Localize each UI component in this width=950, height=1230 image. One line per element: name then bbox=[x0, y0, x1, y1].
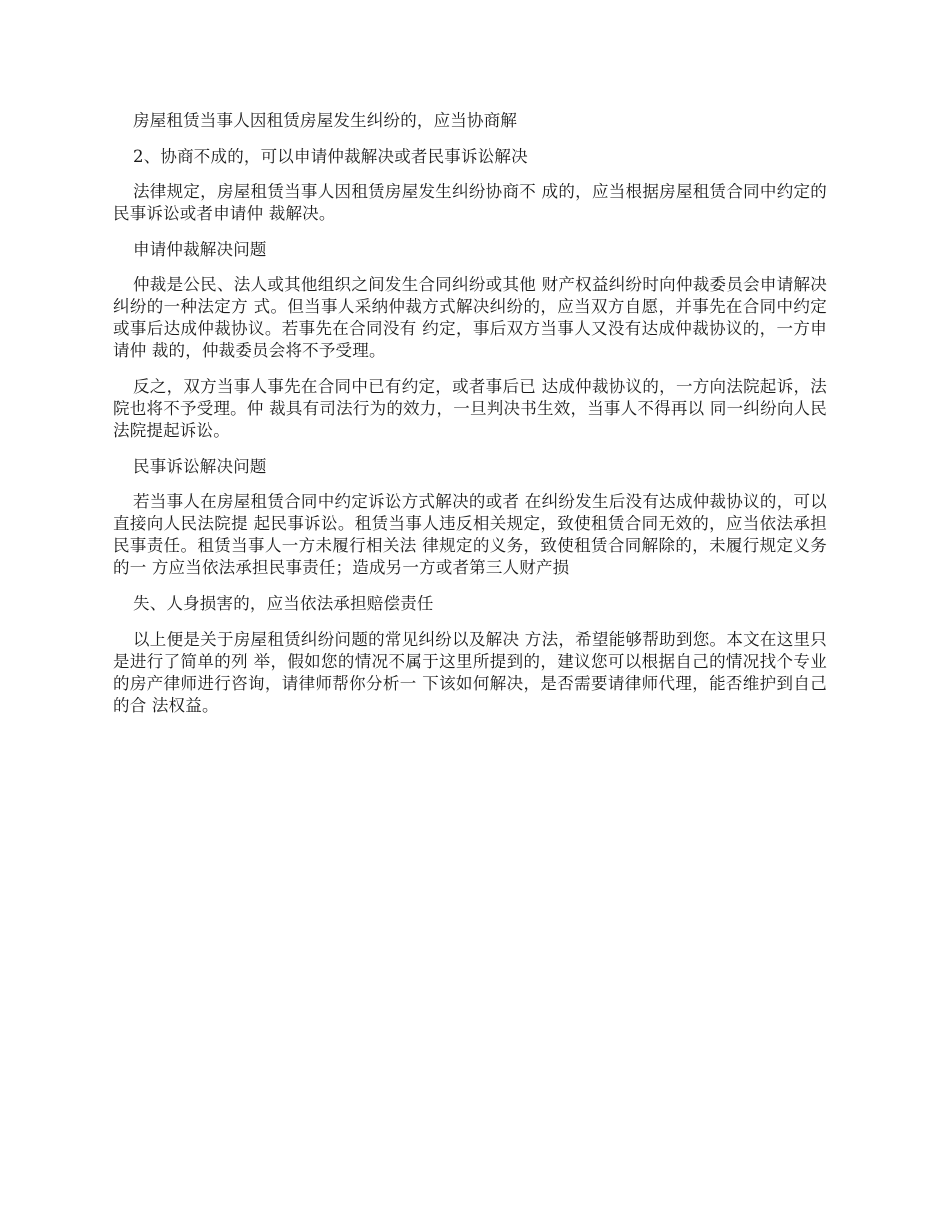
document-page bbox=[113, 110, 827, 731]
section-heading-arbitration: 申请仲裁解决问题 bbox=[133, 240, 267, 259]
paragraph-civil-litigation: 若当事人在房屋租赁合同中约定诉讼方式解决的或者 在纠纷发生后没有达成仲裁协议的，可以直接向人民法院提 起民事诉讼。租赁当事人违反相关规定，致使租赁合同无效的，应当依法承担民事责任。租赁当事人一方未履行相关法 律规定的义务，致使租赁合同解除的，未履行规定义务的一 方应当依法承担民事责任；造成另一方或者第三人财产损 bbox=[113, 492, 827, 577]
paragraph-intro: 房屋租赁当事人因租赁房屋发生纠纷的，应当协商解 bbox=[133, 111, 518, 130]
section-heading-negotiation-failed: 2、协商不成的，可以申请仲裁解决或者民事诉讼解决 bbox=[133, 147, 528, 166]
paragraph-conclusion: 以上便是关于房屋租赁纠纷问题的常见纠纷以及解决 方法，希望能够帮助到您。本文在这里只是进行了简单的列 举，假如您的情况不属于这里所提到的，建议您可以根据自己的情况找个专业的房产律师进行咨询，请律师帮你分析一 下该如何解决，是否需要请律师代理，能否维护到自己的合 法权益。 bbox=[113, 630, 827, 715]
paragraph-arbitration-definition: 仲裁是公民、法人或其他组织之间发生合同纠纷或其他 财产权益纠纷时向仲裁委员会申请解决纠纷的一种法定方 式。但当事人采纳仲裁方式解决纠纷的，应当双方自愿，并事先在合同中约定或事后达成仲裁协议。若事先在合同没有 约定，事后双方当事人又没有达成仲裁协议的，一方申请仲 裁的，仲裁委员会将不予受理。 bbox=[113, 275, 827, 360]
paragraph-compensation: 失、人身损害的，应当依法承担赔偿责任 bbox=[133, 594, 434, 613]
section-heading-civil-litigation: 民事诉讼解决问题 bbox=[133, 457, 267, 476]
paragraph-legal-provision: 法律规定，房屋租赁当事人因租赁房屋发生纠纷协商不 成的，应当根据房屋租赁合同中约定的民事诉讼或者申请仲 裁解决。 bbox=[113, 182, 827, 223]
paragraph-arbitration-effect: 反之，双方当事人事先在合同中已有约定，或者事后已 达成仲裁协议的，一方向法院起诉，法院也将不予受理。仲 裁具有司法行为的效力，一旦判决书生效，当事人不得再以 同一纠纷向人民法院提起诉讼。 bbox=[113, 377, 827, 440]
